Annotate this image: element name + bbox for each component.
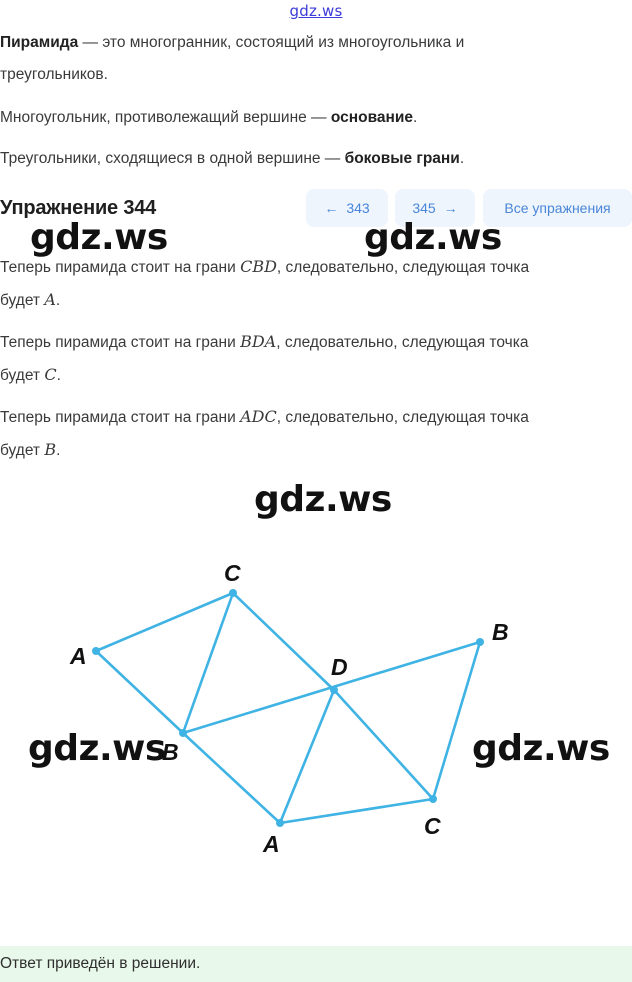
label-d: D	[331, 654, 348, 680]
step-text: , следовательно, следующая точка	[276, 259, 530, 276]
definition-end: .	[413, 109, 418, 126]
edge-a-b	[96, 651, 183, 733]
label-b-left: B	[162, 739, 179, 765]
point-name: A	[44, 290, 56, 309]
label-a-bottom: A	[263, 831, 280, 857]
edge-b-a	[183, 733, 280, 823]
vertex-c-top	[229, 589, 237, 597]
term-base: основание	[330, 109, 414, 126]
step-end: .	[55, 292, 61, 309]
step-end: .	[56, 442, 61, 459]
prev-exercise-label: 343	[346, 200, 370, 216]
step-text: , следовательно, следующая точка	[276, 334, 529, 351]
point-name: B	[44, 440, 57, 459]
edge-d-a	[280, 690, 334, 823]
edge-c-d	[233, 593, 334, 690]
watermark: gdz.ws	[364, 217, 502, 258]
face-name: ADC	[240, 407, 277, 426]
step-text: Теперь пирамида стоит на грани	[0, 409, 241, 426]
watermark: gdz.ws	[30, 217, 168, 258]
edge-d-c	[334, 690, 433, 799]
point-name: C	[44, 365, 57, 384]
label-c-bottom: C	[424, 813, 441, 839]
site-watermark-link[interactable]: gdz.ws	[289, 2, 343, 20]
term-pyramid: Пирамида	[0, 34, 79, 51]
vertex-a-left	[92, 647, 100, 655]
exercise-title: Упражнение 344	[0, 197, 157, 219]
vertex-d	[330, 686, 338, 694]
watermark: gdz.ws	[28, 728, 166, 769]
answer-box: Ответ приведён в решении.	[0, 946, 632, 982]
next-exercise-label: 345	[412, 200, 436, 216]
step-text: будет	[0, 442, 45, 459]
step-end: .	[56, 367, 61, 384]
edge-a-c	[96, 593, 233, 651]
net-edges	[96, 593, 480, 823]
step-text: будет	[0, 292, 45, 309]
arrow-right-icon: →	[443, 200, 458, 216]
vertex-b-left	[179, 729, 187, 737]
label-b-right: B	[492, 619, 509, 645]
vertex-a-bottom	[276, 819, 284, 827]
term-lateral-faces: боковые грани	[344, 150, 460, 167]
label-a-left: A	[70, 643, 87, 669]
definition-text: Треугольники, сходящиеся в одной вершине —	[0, 150, 345, 167]
step-text: , следовательно, следующая точка	[276, 409, 529, 426]
definition-text: — это многогранник, состоящий из многоугольника и	[78, 34, 465, 51]
face-name: BDA	[240, 332, 277, 351]
step-text: Теперь пирамида стоит на грани	[0, 334, 241, 351]
watermark: gdz.ws	[472, 728, 610, 769]
edge-a-c-bottom	[280, 799, 433, 823]
all-exercises-label: Все упражнения	[504, 200, 611, 216]
watermark: gdz.ws	[254, 479, 392, 520]
arrow-left-icon: ←	[324, 200, 339, 216]
definition-pyramid-cont: треугольников.	[0, 66, 108, 83]
edge-c-b-right	[433, 642, 480, 799]
vertex-b-right	[476, 638, 484, 646]
definition-end: .	[459, 150, 465, 167]
label-c-top: C	[224, 560, 241, 586]
vertex-c-bottom	[429, 795, 437, 803]
face-name: CBD	[240, 257, 277, 276]
definition-text: Многоугольник, противолежащий вершине —	[0, 109, 331, 126]
step-text: Теперь пирамида стоит на грани	[0, 259, 241, 276]
edge-c-b	[183, 593, 233, 733]
step-text: будет	[0, 367, 45, 384]
